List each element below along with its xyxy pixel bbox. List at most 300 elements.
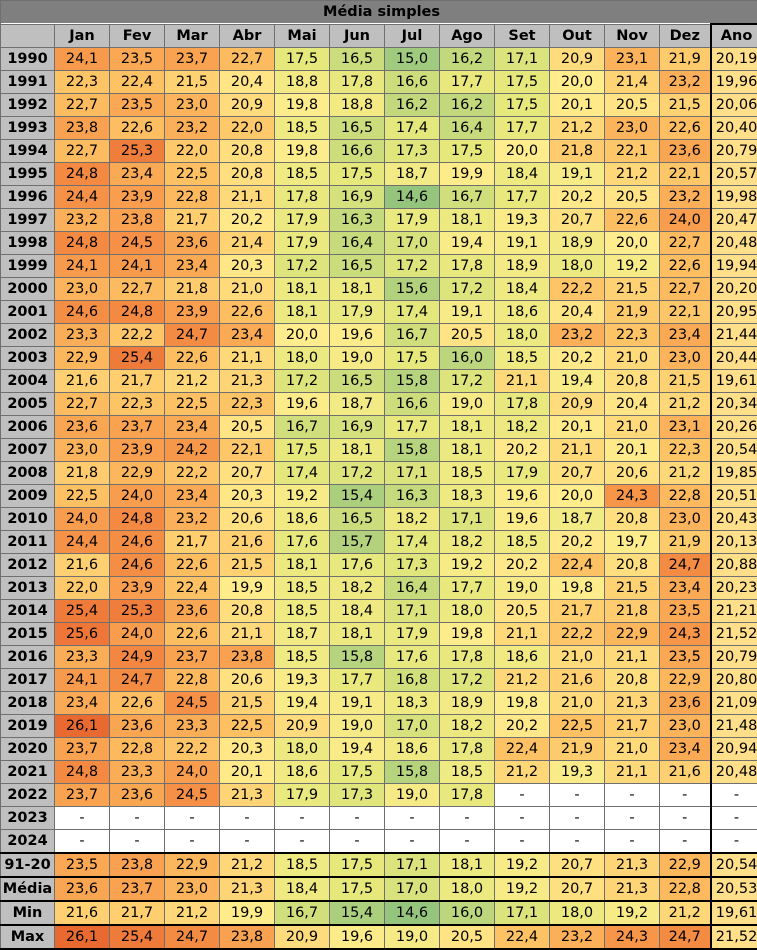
month-header: Fev: [110, 24, 165, 48]
year-row-label: 2010: [1, 508, 55, 531]
value-cell: 21,4: [220, 232, 275, 255]
value-cell: 20,8: [220, 600, 275, 623]
value-cell: 22,5: [165, 393, 220, 416]
annual-cell: 20,26: [711, 416, 757, 439]
value-cell: 22,1: [220, 439, 275, 462]
value-cell: 21,3: [605, 692, 660, 715]
year-row-label: 2008: [1, 462, 55, 485]
year-row-label: 2012: [1, 554, 55, 577]
value-cell: 23,5: [110, 94, 165, 117]
year-row-label: 1998: [1, 232, 55, 255]
value-cell: 16,7: [385, 324, 440, 347]
value-cell: 16,6: [330, 140, 385, 163]
value-cell: 20,4: [220, 71, 275, 94]
year-row: [1, 140, 757, 163]
value-cell: 16,5: [330, 255, 385, 278]
annual-cell: 19,61: [711, 901, 757, 925]
value-cell: 23,4: [220, 324, 275, 347]
year-row: [1, 600, 757, 623]
annual-cell: 20,79: [711, 646, 757, 669]
value-cell: 21,0: [605, 738, 660, 761]
value-cell: 22,7: [660, 278, 711, 301]
value-cell: 22,0: [165, 140, 220, 163]
value-cell: 21,3: [605, 877, 660, 901]
year-row-label: 2019: [1, 715, 55, 738]
value-cell: 18,6: [495, 646, 550, 669]
value-cell: 22,3: [110, 393, 165, 416]
annual-cell: 19,85: [711, 462, 757, 485]
month-header: Nov: [605, 24, 660, 48]
value-cell: 18,0: [495, 324, 550, 347]
value-cell: 19,0: [330, 347, 385, 370]
value-cell: 17,5: [385, 347, 440, 370]
value-cell: 17,6: [385, 646, 440, 669]
value-cell: 23,7: [55, 784, 110, 807]
value-cell: 23,6: [110, 715, 165, 738]
year-row: [1, 646, 757, 669]
value-cell: 18,6: [495, 301, 550, 324]
value-cell: 20,6: [220, 669, 275, 692]
value-cell: 24,3: [605, 925, 660, 949]
value-cell: 15,8: [330, 646, 385, 669]
annual-cell: 20,13: [711, 531, 757, 554]
value-cell: 19,4: [275, 692, 330, 715]
value-cell: 20,5: [495, 600, 550, 623]
value-cell: 21,5: [165, 71, 220, 94]
value-cell: 24,6: [110, 531, 165, 554]
value-cell: 20,4: [550, 301, 605, 324]
month-header: Set: [495, 24, 550, 48]
value-cell: 20,6: [605, 462, 660, 485]
annual-cell: -: [711, 784, 757, 807]
year-row: [1, 554, 757, 577]
value-cell: 19,2: [495, 877, 550, 901]
value-cell: 18,5: [440, 462, 495, 485]
value-cell: -: [385, 807, 440, 830]
value-cell: 21,2: [495, 669, 550, 692]
value-cell: 21,2: [660, 393, 711, 416]
year-row-label: 2000: [1, 278, 55, 301]
value-cell: 20,2: [550, 531, 605, 554]
value-cell: 17,1: [385, 853, 440, 877]
value-cell: 18,4: [330, 600, 385, 623]
value-cell: 20,9: [550, 393, 605, 416]
value-cell: 23,5: [660, 646, 711, 669]
value-cell: 22,9: [55, 347, 110, 370]
value-cell: 23,5: [110, 48, 165, 71]
value-cell: 24,7: [660, 554, 711, 577]
year-row-label: 1996: [1, 186, 55, 209]
value-cell: 16,3: [330, 209, 385, 232]
year-row: [1, 784, 757, 807]
value-cell: 22,6: [165, 347, 220, 370]
value-cell: 20,7: [550, 877, 605, 901]
value-cell: -: [110, 807, 165, 830]
value-cell: 24,1: [110, 255, 165, 278]
value-cell: 20,1: [605, 439, 660, 462]
value-cell: 19,2: [495, 853, 550, 877]
value-cell: 18,5: [440, 761, 495, 784]
value-cell: 23,0: [165, 94, 220, 117]
year-row-label: 2016: [1, 646, 55, 669]
value-cell: 22,6: [605, 209, 660, 232]
value-cell: 19,0: [385, 784, 440, 807]
value-cell: 23,6: [110, 784, 165, 807]
value-cell: 19,4: [440, 232, 495, 255]
value-cell: 22,8: [660, 877, 711, 901]
value-cell: 22,7: [55, 393, 110, 416]
value-cell: 21,5: [220, 554, 275, 577]
value-cell: 22,9: [605, 623, 660, 646]
value-cell: 23,6: [55, 877, 110, 901]
value-cell: 24,6: [110, 554, 165, 577]
value-cell: 23,8: [220, 646, 275, 669]
month-header: Jan: [55, 24, 110, 48]
year-row-label: 2017: [1, 669, 55, 692]
value-cell: 17,5: [440, 140, 495, 163]
value-cell: 15,4: [330, 485, 385, 508]
value-cell: 18,0: [550, 901, 605, 925]
value-cell: 18,6: [385, 738, 440, 761]
value-cell: 18,5: [275, 646, 330, 669]
value-cell: 20,2: [550, 186, 605, 209]
value-cell: 17,6: [275, 531, 330, 554]
value-cell: 21,6: [660, 761, 711, 784]
value-cell: 20,9: [275, 715, 330, 738]
year-row-label: 1990: [1, 48, 55, 71]
year-row: [1, 186, 757, 209]
value-cell: 23,0: [605, 117, 660, 140]
value-cell: 16,0: [440, 347, 495, 370]
value-cell: 16,4: [385, 577, 440, 600]
value-cell: 16,5: [330, 48, 385, 71]
value-cell: 20,7: [550, 853, 605, 877]
value-cell: -: [165, 807, 220, 830]
value-cell: 18,0: [440, 600, 495, 623]
value-cell: 23,6: [55, 416, 110, 439]
value-cell: 25,4: [110, 347, 165, 370]
value-cell: 25,6: [55, 623, 110, 646]
value-cell: 17,5: [495, 94, 550, 117]
value-cell: 23,0: [660, 715, 711, 738]
value-cell: 19,9: [440, 163, 495, 186]
value-cell: 17,8: [440, 738, 495, 761]
value-cell: 18,2: [330, 577, 385, 600]
value-cell: 23,5: [55, 853, 110, 877]
value-cell: 19,8: [440, 623, 495, 646]
value-cell: 17,4: [385, 531, 440, 554]
value-cell: 23,1: [660, 416, 711, 439]
value-cell: 17,8: [275, 186, 330, 209]
value-cell: 22,1: [660, 163, 711, 186]
value-cell: 24,8: [55, 232, 110, 255]
annual-cell: 21,52: [711, 623, 757, 646]
value-cell: 18,5: [275, 117, 330, 140]
value-cell: 18,0: [440, 877, 495, 901]
value-cell: 23,8: [110, 209, 165, 232]
annual-cell: 21,09: [711, 692, 757, 715]
value-cell: 19,1: [550, 163, 605, 186]
value-cell: -: [165, 830, 220, 854]
value-cell: 22,6: [660, 117, 711, 140]
value-cell: 18,5: [495, 531, 550, 554]
value-cell: 21,7: [550, 600, 605, 623]
value-cell: 17,5: [330, 163, 385, 186]
value-cell: 21,1: [550, 439, 605, 462]
value-cell: 19,0: [385, 925, 440, 949]
value-cell: 17,0: [385, 877, 440, 901]
value-cell: 23,9: [165, 301, 220, 324]
value-cell: -: [220, 807, 275, 830]
value-cell: -: [385, 830, 440, 854]
value-cell: 17,2: [275, 255, 330, 278]
year-row-label: 2023: [1, 807, 55, 830]
value-cell: 23,9: [110, 577, 165, 600]
summary-row: [1, 877, 757, 901]
value-cell: 22,9: [110, 462, 165, 485]
value-cell: 23,2: [660, 186, 711, 209]
value-cell: 21,1: [605, 646, 660, 669]
value-cell: 20,2: [220, 209, 275, 232]
annual-cell: 21,21: [711, 600, 757, 623]
annual-cell: 21,52: [711, 925, 757, 949]
value-cell: 22,2: [550, 278, 605, 301]
year-row-label: 1992: [1, 94, 55, 117]
value-cell: 19,0: [440, 393, 495, 416]
value-cell: -: [330, 807, 385, 830]
value-cell: 17,7: [385, 416, 440, 439]
month-header: Mar: [165, 24, 220, 48]
value-cell: 20,5: [605, 94, 660, 117]
annual-cell: 20,48: [711, 761, 757, 784]
value-cell: 16,3: [385, 485, 440, 508]
value-cell: 18,1: [275, 278, 330, 301]
value-cell: 20,5: [220, 416, 275, 439]
value-cell: 17,0: [385, 715, 440, 738]
value-cell: 23,4: [55, 692, 110, 715]
value-cell: 16,5: [330, 370, 385, 393]
annual-cell: 20,53: [711, 877, 757, 901]
month-header: Mai: [275, 24, 330, 48]
value-cell: 22,7: [110, 278, 165, 301]
value-cell: 23,3: [165, 715, 220, 738]
month-header: Dez: [660, 24, 711, 48]
value-cell: 24,9: [110, 646, 165, 669]
year-row-label: 1994: [1, 140, 55, 163]
value-cell: 21,1: [220, 186, 275, 209]
value-cell: 22,8: [165, 669, 220, 692]
value-cell: 22,7: [55, 140, 110, 163]
value-cell: 20,8: [605, 508, 660, 531]
summary-row: [1, 901, 757, 925]
value-cell: -: [55, 830, 110, 854]
value-cell: 17,1: [495, 48, 550, 71]
value-cell: 21,2: [605, 163, 660, 186]
value-cell: 24,1: [55, 255, 110, 278]
year-row: [1, 807, 757, 830]
year-row: [1, 669, 757, 692]
annual-header: Ano: [711, 24, 757, 48]
value-cell: 23,4: [660, 577, 711, 600]
value-cell: 22,7: [220, 48, 275, 71]
value-cell: 23,0: [660, 508, 711, 531]
value-cell: 22,6: [165, 623, 220, 646]
value-cell: 21,2: [165, 901, 220, 925]
year-row-label: 2018: [1, 692, 55, 715]
value-cell: 19,9: [220, 577, 275, 600]
year-row-label: 2021: [1, 761, 55, 784]
value-cell: 21,6: [55, 370, 110, 393]
value-cell: 18,5: [275, 577, 330, 600]
month-header: Jul: [385, 24, 440, 48]
value-cell: 23,0: [55, 278, 110, 301]
value-cell: 24,8: [55, 163, 110, 186]
value-cell: 23,8: [55, 117, 110, 140]
value-cell: 25,3: [110, 600, 165, 623]
value-cell: 20,2: [550, 347, 605, 370]
value-cell: 22,4: [110, 71, 165, 94]
value-cell: 23,4: [110, 163, 165, 186]
value-cell: 23,3: [110, 761, 165, 784]
value-cell: 18,7: [385, 163, 440, 186]
year-row: [1, 715, 757, 738]
value-cell: 21,1: [605, 761, 660, 784]
value-cell: 21,0: [550, 646, 605, 669]
value-cell: 18,1: [330, 439, 385, 462]
value-cell: 16,2: [440, 48, 495, 71]
value-cell: 16,7: [275, 416, 330, 439]
value-cell: 19,8: [275, 140, 330, 163]
value-cell: 17,8: [440, 784, 495, 807]
value-cell: 21,0: [550, 692, 605, 715]
value-cell: 23,3: [55, 324, 110, 347]
annual-cell: 20,47: [711, 209, 757, 232]
year-row: [1, 94, 757, 117]
value-cell: 24,0: [165, 761, 220, 784]
value-cell: 18,0: [275, 347, 330, 370]
value-cell: 17,1: [440, 508, 495, 531]
value-cell: 21,2: [660, 462, 711, 485]
value-cell: 22,0: [55, 577, 110, 600]
value-cell: 22,7: [55, 94, 110, 117]
value-cell: 17,5: [330, 853, 385, 877]
value-cell: -: [220, 830, 275, 854]
value-cell: 22,3: [660, 439, 711, 462]
value-cell: 20,6: [220, 508, 275, 531]
value-cell: 21,3: [605, 853, 660, 877]
value-cell: 24,1: [55, 669, 110, 692]
annual-cell: 19,96: [711, 71, 757, 94]
value-cell: 22,5: [165, 163, 220, 186]
value-cell: 16,5: [330, 117, 385, 140]
value-cell: 18,2: [495, 416, 550, 439]
value-cell: 14,6: [385, 186, 440, 209]
value-cell: 21,6: [550, 669, 605, 692]
value-cell: 22,6: [660, 255, 711, 278]
annual-cell: 20,54: [711, 853, 757, 877]
value-cell: 15,8: [385, 439, 440, 462]
value-cell: 23,2: [55, 209, 110, 232]
year-row-label: 2005: [1, 393, 55, 416]
value-cell: 18,2: [440, 531, 495, 554]
value-cell: 17,7: [495, 117, 550, 140]
year-row: [1, 761, 757, 784]
value-cell: 17,9: [385, 209, 440, 232]
value-cell: 18,8: [275, 71, 330, 94]
value-cell: 19,0: [330, 715, 385, 738]
value-cell: -: [55, 807, 110, 830]
value-cell: 18,2: [385, 508, 440, 531]
header-corner: [1, 24, 55, 48]
value-cell: 22,5: [220, 715, 275, 738]
value-cell: 24,8: [55, 761, 110, 784]
annual-cell: 20,40: [711, 117, 757, 140]
value-cell: 24,8: [110, 508, 165, 531]
value-cell: 20,8: [605, 669, 660, 692]
value-cell: 17,8: [330, 71, 385, 94]
value-cell: -: [440, 807, 495, 830]
annual-cell: 20,06: [711, 94, 757, 117]
value-cell: 21,7: [165, 209, 220, 232]
value-cell: 19,9: [220, 901, 275, 925]
value-cell: 21,7: [165, 531, 220, 554]
annual-cell: 19,98: [711, 186, 757, 209]
value-cell: 21,5: [605, 278, 660, 301]
annual-cell: 21,44: [711, 324, 757, 347]
value-cell: 20,1: [220, 761, 275, 784]
value-cell: 23,7: [110, 416, 165, 439]
value-cell: -: [275, 830, 330, 854]
table-title: Média simples: [1, 1, 757, 25]
value-cell: 22,9: [165, 853, 220, 877]
annual-cell: -: [711, 830, 757, 854]
year-row-label: 1997: [1, 209, 55, 232]
annual-cell: 20,51: [711, 485, 757, 508]
annual-cell: 21,48: [711, 715, 757, 738]
value-cell: 18,1: [275, 554, 330, 577]
value-cell: 24,5: [165, 692, 220, 715]
value-cell: 23,2: [550, 925, 605, 949]
value-cell: 22,2: [165, 738, 220, 761]
value-cell: 22,7: [660, 232, 711, 255]
value-cell: 21,9: [605, 301, 660, 324]
value-cell: 14,6: [385, 901, 440, 925]
value-cell: 19,1: [330, 692, 385, 715]
value-cell: 24,0: [660, 209, 711, 232]
value-cell: 25,4: [55, 600, 110, 623]
value-cell: 16,9: [330, 186, 385, 209]
month-header: Ago: [440, 24, 495, 48]
value-cell: 19,1: [440, 301, 495, 324]
value-cell: 22,8: [660, 485, 711, 508]
value-cell: -: [495, 830, 550, 854]
value-cell: 18,6: [275, 761, 330, 784]
year-row-label: 2022: [1, 784, 55, 807]
value-cell: 23,9: [110, 186, 165, 209]
year-row-label: 1991: [1, 71, 55, 94]
value-cell: 20,7: [550, 462, 605, 485]
annual-cell: 20,23: [711, 577, 757, 600]
value-cell: -: [550, 784, 605, 807]
value-cell: 19,1: [495, 232, 550, 255]
value-cell: 20,5: [440, 324, 495, 347]
value-cell: 18,1: [330, 623, 385, 646]
value-cell: 23,0: [660, 347, 711, 370]
year-row-label: 2013: [1, 577, 55, 600]
annual-cell: 20,44: [711, 347, 757, 370]
value-cell: 20,8: [605, 554, 660, 577]
value-cell: 15,8: [385, 370, 440, 393]
